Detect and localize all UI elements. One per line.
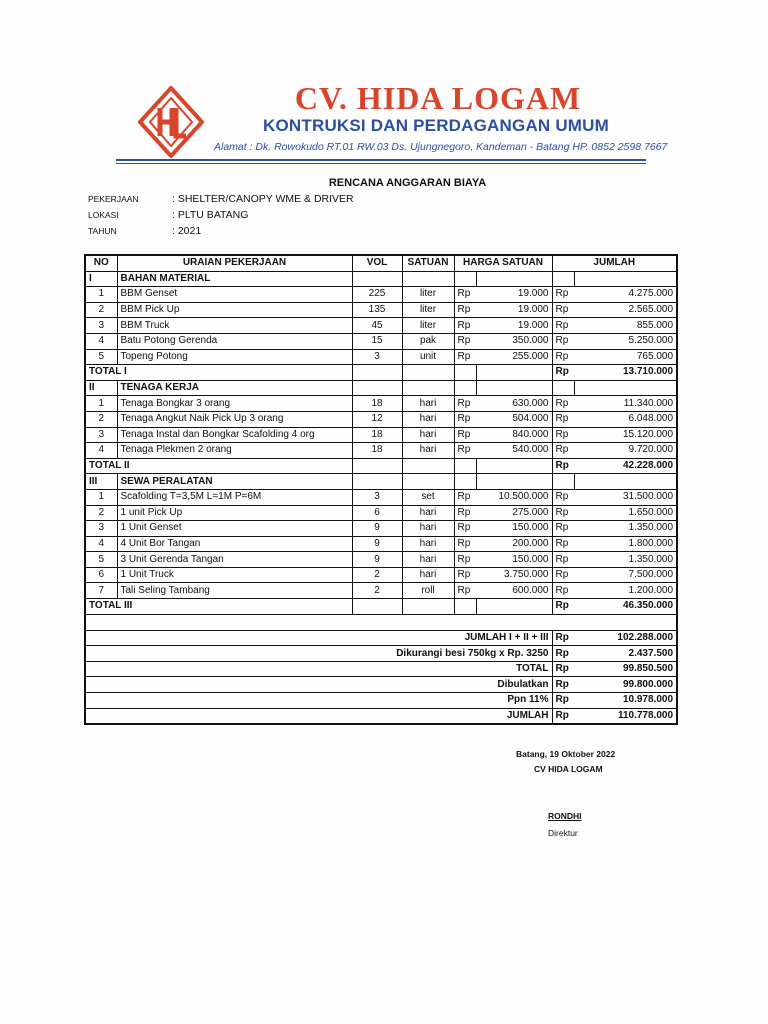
item-total: 1.200.000 — [574, 583, 677, 599]
table-row — [85, 333, 677, 349]
currency-label: Rp — [552, 396, 574, 412]
summary-value: 102.288.000 — [574, 630, 677, 646]
item-total: 1.350.000 — [574, 552, 677, 568]
empty-cell — [454, 599, 476, 615]
item-total: 7.500.000 — [574, 567, 677, 583]
item-description: Tenaga Bongkar 3 orang — [117, 396, 352, 412]
item-unit: hari — [402, 536, 454, 552]
table-row — [85, 318, 677, 334]
item-description: 3 Unit Gerenda Tangan — [117, 552, 352, 568]
summary-value: 99.800.000 — [574, 677, 677, 693]
summary-label: JUMLAH I + II + III — [85, 630, 552, 646]
section-total-value: 42.228.000 — [574, 458, 677, 474]
section-number: I — [85, 271, 117, 287]
empty-cell — [574, 474, 677, 490]
empty-cell — [454, 365, 476, 381]
currency-label: Rp — [454, 505, 476, 521]
summary-label: Dibulatkan — [85, 677, 552, 693]
item-volume: 18 — [352, 427, 402, 443]
meta-row-tahun — [88, 225, 201, 237]
item-volume: 135 — [352, 302, 402, 318]
letterhead-divider-thin — [116, 163, 646, 164]
currency-label: Rp — [454, 411, 476, 427]
currency-label: Rp — [552, 693, 574, 709]
table-row — [85, 427, 677, 443]
item-total: 855.000 — [574, 318, 677, 334]
item-volume: 45 — [352, 318, 402, 334]
item-unit-price: 150.000 — [476, 521, 552, 537]
empty-cell — [454, 458, 476, 474]
summary-value: 10.978.000 — [574, 693, 677, 709]
empty-cell — [454, 271, 476, 287]
table-row — [85, 552, 677, 568]
currency-label: Rp — [552, 552, 574, 568]
summary-value: 99.850.500 — [574, 661, 677, 677]
empty-cell — [476, 365, 552, 381]
currency-label: Rp — [552, 630, 574, 646]
empty-cell — [402, 474, 454, 490]
empty-cell — [402, 458, 454, 474]
summary-label: Dikurangi besi 750kg x Rp. 3250 — [85, 646, 552, 662]
item-volume: 2 — [352, 583, 402, 599]
item-description: Batu Potong Gerenda — [117, 333, 352, 349]
item-unit-price: 150.000 — [476, 552, 552, 568]
item-total: 11.340.000 — [574, 396, 677, 412]
currency-label: Rp — [454, 443, 476, 459]
table-header-row — [85, 255, 677, 271]
item-unit-price: 600.000 — [476, 583, 552, 599]
table-row — [85, 349, 677, 365]
currency-label: Rp — [552, 318, 574, 334]
empty-cell — [552, 474, 574, 490]
document-title: RENCANA ANGGARAN BIAYA — [328, 177, 487, 189]
item-unit-price: 3.750.000 — [476, 567, 552, 583]
currency-label: Rp — [552, 567, 574, 583]
table-row — [85, 521, 677, 537]
empty-cell — [476, 599, 552, 615]
currency-label: Rp — [552, 521, 574, 537]
meta-key: LOKASI — [88, 210, 119, 220]
item-description: 4 Unit Bor Tangan — [117, 536, 352, 552]
item-unit: hari — [402, 521, 454, 537]
item-unit-price: 19.000 — [476, 287, 552, 303]
item-unit-price: 19.000 — [476, 302, 552, 318]
item-number: 6 — [85, 567, 117, 583]
item-volume: 18 — [352, 396, 402, 412]
item-number: 4 — [85, 443, 117, 459]
empty-cell — [476, 458, 552, 474]
empty-cell — [352, 458, 402, 474]
item-volume: 9 — [352, 552, 402, 568]
summary-row — [85, 646, 677, 662]
empty-cell — [402, 271, 454, 287]
item-total: 1.350.000 — [574, 521, 677, 537]
currency-label: Rp — [454, 521, 476, 537]
summary-label: Ppn 11% — [85, 693, 552, 709]
item-volume: 9 — [352, 521, 402, 537]
item-unit-price: 255.000 — [476, 349, 552, 365]
currency-label: Rp — [552, 349, 574, 365]
item-unit: unit — [402, 349, 454, 365]
item-number: 3 — [85, 521, 117, 537]
item-unit: hari — [402, 427, 454, 443]
item-description: BBM Truck — [117, 318, 352, 334]
currency-label: Rp — [552, 677, 574, 693]
currency-label: Rp — [454, 287, 476, 303]
meta-value: : SHELTER/CANOPY WME & DRIVER — [172, 193, 354, 205]
item-volume: 6 — [352, 505, 402, 521]
table-row — [85, 505, 677, 521]
meta-value: : 2021 — [172, 225, 202, 237]
section-total-label: TOTAL I — [85, 365, 352, 381]
empty-cell — [85, 614, 677, 630]
section-total-row — [85, 599, 677, 615]
item-unit-price: 504.000 — [476, 411, 552, 427]
signatory-name: RONDHI — [548, 811, 582, 821]
item-total: 6.048.000 — [574, 411, 677, 427]
item-description: BBM Pick Up — [117, 302, 352, 318]
company-name: CV. HIDA LOGAM — [294, 80, 582, 116]
currency-label: Rp — [552, 708, 574, 724]
table-row — [85, 583, 677, 599]
company-address: Alamat : Dk. Rowokudo RT.01 RW.03 Ds. Ujungnegoro, Kandeman - Batang HP. 0852 2598 7667 — [214, 141, 668, 153]
currency-label: Rp — [454, 427, 476, 443]
meta-key: PEKERJAAN — [88, 194, 139, 204]
item-description: 1 Unit Genset — [117, 521, 352, 537]
item-total: 31.500.000 — [574, 489, 677, 505]
item-description: 1 Unit Truck — [117, 567, 352, 583]
item-volume: 225 — [352, 287, 402, 303]
header-vol: VOL — [352, 255, 402, 271]
summary-row — [85, 661, 677, 677]
table-row — [85, 443, 677, 459]
empty-cell — [402, 365, 454, 381]
item-description: Tenaga Instal dan Bongkar Scafolding 4 org — [117, 427, 352, 443]
summary-value: 2.437.500 — [574, 646, 677, 662]
empty-cell — [352, 365, 402, 381]
currency-label: Rp — [552, 302, 574, 318]
item-number: 1 — [85, 489, 117, 505]
section-header-row — [85, 271, 677, 287]
item-total: 4.275.000 — [574, 287, 677, 303]
summary-value: 110.778.000 — [574, 708, 677, 724]
item-volume: 2 — [352, 567, 402, 583]
section-header-row — [85, 474, 677, 490]
empty-cell — [552, 271, 574, 287]
currency-label: Rp — [552, 287, 574, 303]
currency-label: Rp — [552, 333, 574, 349]
item-total: 15.120.000 — [574, 427, 677, 443]
empty-cell — [476, 271, 552, 287]
currency-label: Rp — [454, 583, 476, 599]
item-unit: hari — [402, 567, 454, 583]
item-number: 2 — [85, 302, 117, 318]
table-row — [85, 302, 677, 318]
item-description: Tenaga Plekmen 2 orang — [117, 443, 352, 459]
item-unit: hari — [402, 411, 454, 427]
section-total-value: 13.710.000 — [574, 365, 677, 381]
table-body — [85, 271, 677, 724]
item-description: BBM Genset — [117, 287, 352, 303]
header-satuan: SATUAN — [402, 255, 454, 271]
spacer-row — [85, 614, 677, 630]
item-unit: liter — [402, 318, 454, 334]
item-number: 7 — [85, 583, 117, 599]
section-header-row — [85, 380, 677, 396]
item-volume: 3 — [352, 489, 402, 505]
item-total: 5.250.000 — [574, 333, 677, 349]
currency-label: Rp — [454, 489, 476, 505]
section-total-label: TOTAL III — [85, 599, 352, 615]
item-volume: 15 — [352, 333, 402, 349]
item-description: 1 unit Pick Up — [117, 505, 352, 521]
summary-label: JUMLAH — [85, 708, 552, 724]
item-description: Topeng Potong — [117, 349, 352, 365]
summary-row — [85, 677, 677, 693]
item-description: Scafolding T=3,5M L=1M P=6M — [117, 489, 352, 505]
item-number: 1 — [85, 396, 117, 412]
item-number: 2 — [85, 505, 117, 521]
table-row — [85, 489, 677, 505]
item-unit: liter — [402, 302, 454, 318]
header-uraian: URAIAN PEKERJAAN — [117, 255, 352, 271]
currency-label: Rp — [552, 646, 574, 662]
item-number: 2 — [85, 411, 117, 427]
table-row — [85, 287, 677, 303]
section-total-row — [85, 458, 677, 474]
empty-cell — [574, 271, 677, 287]
currency-label: Rp — [454, 318, 476, 334]
signature-place-date: Batang, 19 Oktober 2022 — [516, 749, 616, 759]
table-row — [85, 536, 677, 552]
section-number: III — [85, 474, 117, 490]
item-number: 3 — [85, 318, 117, 334]
empty-cell — [552, 380, 574, 396]
item-unit: hari — [402, 396, 454, 412]
company-subtitle: KONTRUKSI DAN PERDAGANGAN UMUM — [263, 116, 609, 135]
currency-label: Rp — [552, 505, 574, 521]
item-unit-price: 19.000 — [476, 318, 552, 334]
item-unit: hari — [402, 443, 454, 459]
currency-label: Rp — [454, 567, 476, 583]
currency-label: Rp — [454, 536, 476, 552]
section-number: II — [85, 380, 117, 396]
item-unit-price: 840.000 — [476, 427, 552, 443]
section-total-row — [85, 365, 677, 381]
item-unit-price: 200.000 — [476, 536, 552, 552]
item-unit: pak — [402, 333, 454, 349]
item-unit: hari — [402, 505, 454, 521]
item-number: 5 — [85, 349, 117, 365]
item-total: 1.800.000 — [574, 536, 677, 552]
item-unit: hari — [402, 552, 454, 568]
header-jumlah: JUMLAH — [552, 255, 677, 271]
signatory-position: Direktur — [548, 828, 578, 838]
currency-label: Rp — [552, 536, 574, 552]
empty-cell — [476, 474, 552, 490]
item-unit-price: 630.000 — [476, 396, 552, 412]
item-total: 765.000 — [574, 349, 677, 365]
header-no: NO — [85, 255, 117, 271]
item-number: 1 — [85, 287, 117, 303]
currency-label: Rp — [454, 349, 476, 365]
budget-table — [84, 254, 678, 725]
empty-cell — [402, 599, 454, 615]
item-unit-price: 350.000 — [476, 333, 552, 349]
empty-cell — [454, 474, 476, 490]
empty-cell — [352, 380, 402, 396]
section-total-value: 46.350.000 — [574, 599, 677, 615]
empty-cell — [574, 380, 677, 396]
summary-row — [85, 708, 677, 724]
table-row — [85, 567, 677, 583]
meta-row-pekerjaan — [88, 193, 354, 205]
section-title: BAHAN MATERIAL — [117, 271, 352, 287]
meta-key: TAHUN — [88, 226, 117, 236]
item-description: Tenaga Angkut Naik Pick Up 3 orang — [117, 411, 352, 427]
item-volume: 12 — [352, 411, 402, 427]
currency-label: Rp — [552, 458, 574, 474]
empty-cell — [352, 271, 402, 287]
item-number: 4 — [85, 333, 117, 349]
item-unit: liter — [402, 287, 454, 303]
item-total: 9.720.000 — [574, 443, 677, 459]
item-unit-price: 275.000 — [476, 505, 552, 521]
item-volume: 18 — [352, 443, 402, 459]
signature-company: CV HIDA LOGAM — [534, 764, 603, 774]
currency-label: Rp — [552, 365, 574, 381]
currency-label: Rp — [552, 661, 574, 677]
table-row — [85, 396, 677, 412]
currency-label: Rp — [552, 583, 574, 599]
item-description: Tali Seling Tambang — [117, 583, 352, 599]
section-title: SEWA PERALATAN — [117, 474, 352, 490]
item-number: 5 — [85, 552, 117, 568]
empty-cell — [352, 474, 402, 490]
item-total: 1.650.000 — [574, 505, 677, 521]
meta-row-lokasi — [88, 209, 248, 221]
item-volume: 9 — [352, 536, 402, 552]
currency-label: Rp — [454, 302, 476, 318]
hl-logo-icon — [138, 86, 204, 158]
item-unit-price: 540.000 — [476, 443, 552, 459]
empty-cell — [402, 380, 454, 396]
item-total: 2.565.000 — [574, 302, 677, 318]
summary-row — [85, 693, 677, 709]
currency-label: Rp — [454, 396, 476, 412]
currency-label: Rp — [552, 599, 574, 615]
table-row — [85, 411, 677, 427]
item-unit-price: 10.500.000 — [476, 489, 552, 505]
item-number: 3 — [85, 427, 117, 443]
summary-row — [85, 630, 677, 646]
meta-value: : PLTU BATANG — [172, 209, 249, 221]
item-unit: set — [402, 489, 454, 505]
section-total-label: TOTAL II — [85, 458, 352, 474]
empty-cell — [476, 380, 552, 396]
currency-label: Rp — [454, 552, 476, 568]
empty-cell — [352, 599, 402, 615]
header-harga: HARGA SATUAN — [454, 255, 552, 271]
currency-label: Rp — [454, 333, 476, 349]
currency-label: Rp — [552, 411, 574, 427]
item-number: 4 — [85, 536, 117, 552]
empty-cell — [454, 380, 476, 396]
letterhead-divider — [116, 159, 646, 161]
item-volume: 3 — [352, 349, 402, 365]
currency-label: Rp — [552, 489, 574, 505]
item-unit: roll — [402, 583, 454, 599]
summary-label: TOTAL — [85, 661, 552, 677]
currency-label: Rp — [552, 443, 574, 459]
section-title: TENAGA KERJA — [117, 380, 352, 396]
currency-label: Rp — [552, 427, 574, 443]
